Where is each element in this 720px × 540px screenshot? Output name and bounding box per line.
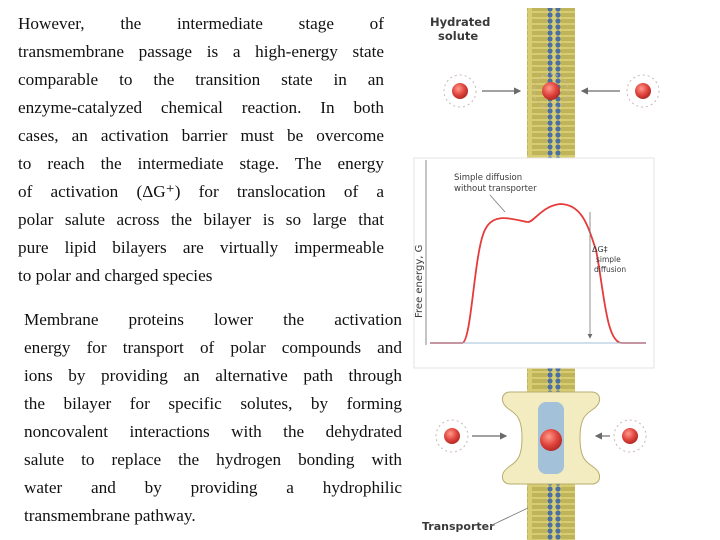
transporter-protein-icon [502, 392, 599, 484]
delta-g-label-diffusion: diffusion [594, 265, 627, 274]
transporter-label: Transporter [422, 520, 495, 533]
delta-g-label: ΔG‡ [592, 245, 608, 254]
text-line: Membrane proteins lower the activation [24, 310, 402, 329]
text-line: ions by providing an alternative path through [24, 366, 402, 385]
text-line: energy for transport of polar compounds and [24, 338, 402, 357]
membrane-transport-figure [410, 0, 720, 540]
hydrated-solute-bottom-left-icon [436, 420, 468, 452]
text-line: comparable to the transition state in an [18, 70, 384, 89]
hydrated-solute-bottom-right-icon [614, 420, 646, 452]
simple-diffusion-label-line1: Simple diffusion [454, 173, 523, 183]
text-line: to reach the intermediate stage. The energy [18, 154, 384, 173]
delta-g-label-simple: simple [596, 255, 621, 264]
text-line: of activation (ΔG⁺) for translocation of a [18, 182, 384, 201]
hydrated-solute-left-icon [444, 75, 476, 107]
text-line: polar salute across the bilayer is so large that [18, 210, 384, 229]
free-energy-axis-label: Free energy, G [414, 244, 425, 318]
hydrated-solute-label-line1: Hydrated [430, 15, 491, 29]
text-line: cases, an activation barrier must be overcome [18, 126, 384, 145]
simple-diffusion-label-line2: without transporter [454, 184, 537, 194]
paragraph-activation-barrier [18, 10, 384, 290]
paragraph-membrane-proteins [24, 306, 402, 530]
text-line: salute to replace the hydrogen bonding with [24, 450, 402, 469]
hydrated-solute-label-line2: solute [438, 29, 479, 43]
text-line: However, the intermediate stage of [18, 14, 384, 33]
text-line: water and by providing a hydrophilic [24, 478, 402, 497]
text-line: pure lipid bilayers are virtually impermeable [18, 238, 384, 257]
pointer-line [490, 508, 528, 526]
text-line: enzyme-catalyzed chemical reaction. In both [18, 98, 384, 117]
text-line: to polar and charged species [18, 266, 213, 285]
text-line: noncovalent interactions with the dehydrated [24, 422, 402, 441]
text-line: the bilayer for specific solutes, by forming [24, 394, 402, 413]
text-line: transmembrane passage is a high-energy state [18, 42, 384, 61]
hydrated-solute-right-icon [627, 75, 659, 107]
text-line: transmembrane pathway. [24, 506, 196, 525]
